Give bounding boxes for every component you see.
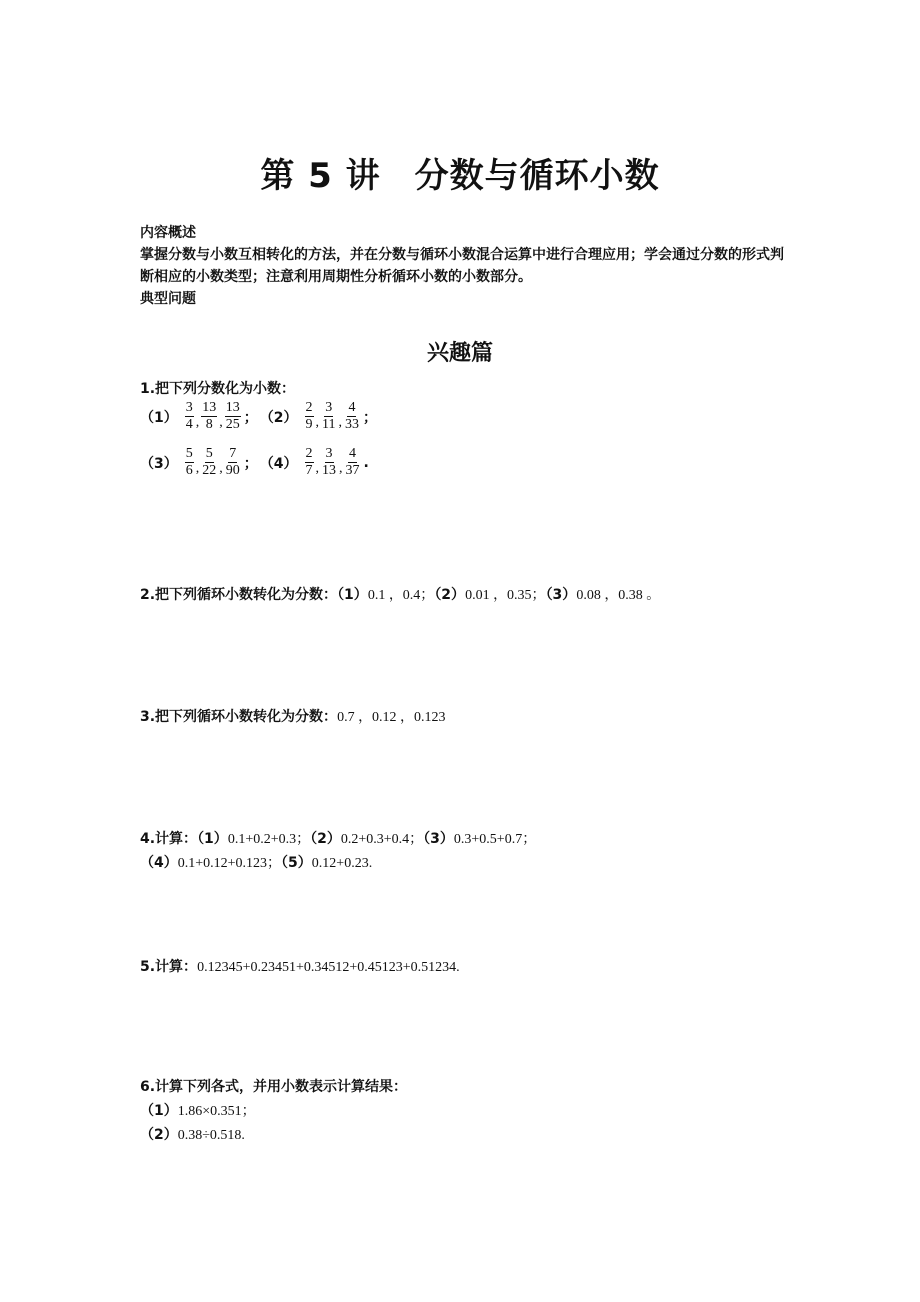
fraction: $\frac{5}{22}$ <box>202 446 217 478</box>
lecture-number: 第 5 讲 <box>260 156 381 196</box>
fraction: $\frac{3}{11}$ <box>322 400 336 432</box>
page-title <box>0 148 920 197</box>
question-2: 2.把下列循环小数转化为分数：（1）0.1 ，0.4；（2）0.01 ，0.35；（3）0.08 ，0.38 。 <box>140 587 661 603</box>
fraction: $\frac{4}{33}$ <box>344 400 359 432</box>
q5-label: 5.计算： <box>140 959 198 975</box>
fraction: $\frac{7}{90}$ <box>225 446 240 478</box>
fraction: $\frac{13}{25}$ <box>225 400 240 432</box>
q6-item-2: （2）0.38÷0.518. <box>140 1127 245 1143</box>
q1-row-1: （1） $\frac{3}{4}$ , $\frac{13}{8}$ , $\frac{13}{25}$ ； （2） $\frac{2}{9}$ , $\frac{3}{11}$ , $\frac{4}{33}$ ； <box>140 400 377 432</box>
q6-label: 6.计算下列各式，并用小数表示计算结果： <box>140 1079 408 1095</box>
fraction: $\frac{3}{4}$ <box>185 400 193 432</box>
overview-body: 掌握分数与小数互相转化的方法，并在分数与循环小数混合运算中进行合理应用；学会通过分数的形式判断相应的小数类型；注意利用周期性分析循环小数的小数部分。 <box>140 247 784 285</box>
fraction: $\frac{2}{9}$ <box>305 400 313 432</box>
q1-tag-2: （2） <box>259 409 298 426</box>
q3-label: 3.把下列循环小数转化为分数： <box>140 709 338 725</box>
fraction: $\frac{13}{8}$ <box>202 400 217 432</box>
q1-tag-1: （1） <box>140 409 178 426</box>
q1-tag-3: （3） <box>140 455 178 472</box>
question-4-line-1: 4.计算：（1）0.1+0.2+0.3；（2）0.2+0.3+0.4；（3）0.3+0.5+0.7； <box>140 831 537 847</box>
q1-label: 1.把下列分数化为小数： <box>140 381 296 397</box>
fraction: $\frac{2}{7}$ <box>305 446 313 478</box>
q2-label: 2.把下列循环小数转化为分数： <box>140 587 338 603</box>
section-title: 兴趣篇 <box>426 341 493 366</box>
question-4-line-2: （4）0.1+0.12+0.123；（5）0.12+0.23. <box>140 855 373 871</box>
lecture-topic: 分数与循环小数 <box>414 156 660 196</box>
typical-heading: 典型问题 <box>140 291 196 307</box>
overview-heading: 内容概述 <box>140 225 196 241</box>
question-5: 5.计算：0.12345+0.23451+0.34512+0.45123+0.51234. <box>140 959 460 975</box>
q6-item-1: （1）1.86×0.351； <box>140 1103 256 1119</box>
q1-row-2: （3） $\frac{5}{6}$ , $\frac{5}{22}$ , $\frac{7}{90}$ ； （4） $\frac{2}{7}$ , $\frac{3}{13}$ , $\frac{4}{37}$ . <box>140 446 369 478</box>
fraction: $\frac{5}{6}$ <box>185 446 193 478</box>
q1-tag-4: （4） <box>259 455 298 472</box>
question-3: 3.把下列循环小数转化为分数：0.7 ，0.12 ，0.123 <box>140 709 446 725</box>
q4-label: 4.计算： <box>140 831 198 847</box>
fraction: $\frac{4}{37}$ <box>345 446 360 478</box>
fraction: $\frac{3}{13}$ <box>322 446 336 478</box>
